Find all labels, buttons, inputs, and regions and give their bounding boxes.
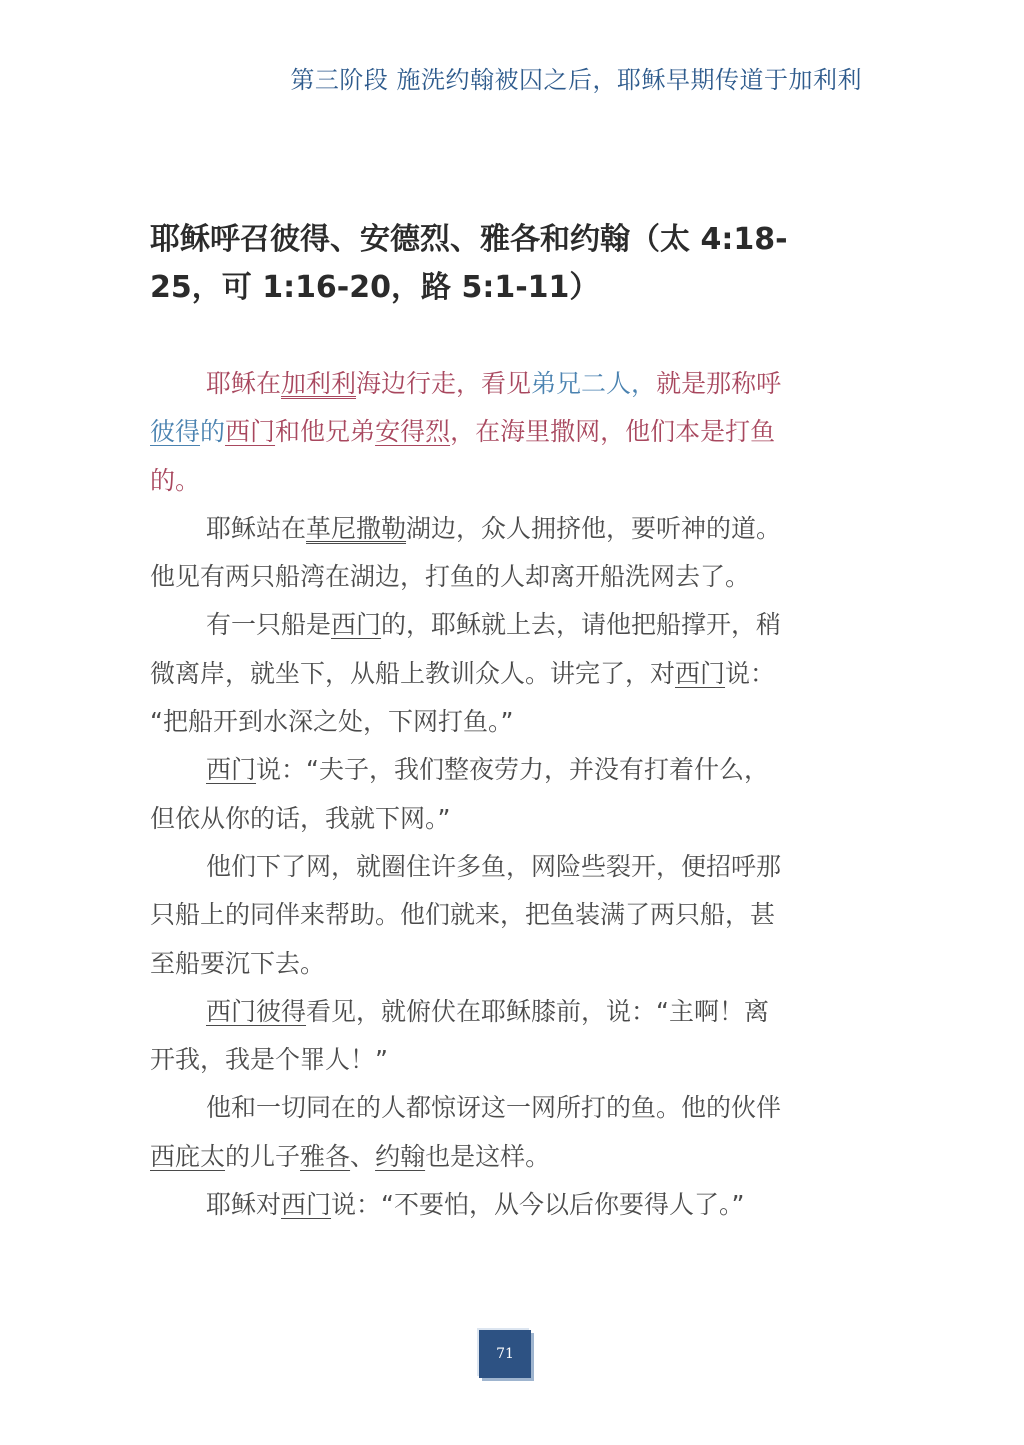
- person-name: 西门彼得: [206, 996, 307, 1026]
- text: 只船上的同伴来帮助。他们就来，把鱼装满了两只船，甚: [150, 900, 776, 930]
- text: 说：“夫子，我们整夜劳力，并没有打着什么，: [256, 755, 769, 785]
- text: 看见，就俯伏在耶稣膝前，说：“主啊！离: [306, 996, 769, 1026]
- text: 湖边，众人拥挤他，要听神的道。: [406, 513, 782, 543]
- person-name: 雅各: [300, 1141, 351, 1171]
- text: 但依从你的话，我就下网。”: [150, 803, 451, 833]
- paragraph-6: [150, 988, 862, 1085]
- text: 的: [200, 417, 226, 447]
- text: 弟兄二人，: [531, 369, 657, 398]
- running-header: 第三阶段 施洗约翰被囚之后，耶稣早期传道于加利利: [290, 66, 862, 94]
- heading-line-2: 25，可 1:16-20，路 5:1-11）: [150, 270, 600, 305]
- page-number: 71: [479, 1330, 531, 1378]
- text: “把船开到水深之处，下网打鱼。”: [150, 707, 514, 737]
- text: 开我，我是个罪人！”: [150, 1045, 388, 1075]
- text: 耶稣站在: [206, 513, 307, 543]
- text: 有一只船是: [206, 610, 332, 640]
- paragraph-1: [150, 360, 862, 505]
- person-name: 安得烈: [375, 417, 451, 447]
- person-name: 西门: [331, 610, 382, 640]
- heading-line-1: 耶稣呼召彼得、安德烈、雅各和约翰（太 4:18-: [150, 222, 788, 257]
- paragraph-4: [150, 746, 862, 843]
- text: 耶稣对: [206, 1190, 282, 1220]
- text: 、: [350, 1141, 376, 1171]
- text: 的。: [150, 465, 201, 495]
- person-name: 西庇太: [150, 1141, 226, 1171]
- body-text: [150, 360, 862, 1229]
- place-name: 革尼撒勒: [306, 513, 407, 543]
- text: 微离岸，就坐下，从船上教训众人。讲完了，对: [150, 658, 676, 688]
- person-name: 西门: [675, 658, 726, 688]
- section-heading: [150, 216, 862, 312]
- text: 耶稣在: [206, 369, 282, 398]
- text: 的儿子: [225, 1141, 301, 1171]
- text: 和他兄弟: [275, 417, 376, 447]
- text: 海边行走，看见: [356, 369, 532, 398]
- paragraph-5: [150, 843, 862, 988]
- text: 他见有两只船湾在湖边，打鱼的人却离开船洗网去了。: [150, 562, 751, 592]
- person-name: 约翰: [375, 1141, 426, 1171]
- text: 的，耶稣就上去，请他把船撑开，稍: [381, 610, 782, 640]
- text: 他们下了网，就圈住许多鱼，网险些裂开，便招呼那: [206, 851, 782, 881]
- paragraph-8: [150, 1181, 862, 1229]
- person-name: 西门: [281, 1190, 332, 1220]
- text: ，在海里撒网，他们本是打鱼: [450, 417, 776, 447]
- text: 至船要沉下去。: [150, 948, 326, 978]
- person-name: 彼得: [150, 417, 201, 447]
- paragraph-7: [150, 1084, 862, 1181]
- text: 说：: [725, 658, 776, 688]
- text: 也是这样。: [425, 1141, 551, 1171]
- paragraph-3: [150, 601, 862, 746]
- place-name: 加利利: [281, 369, 357, 398]
- paragraph-2: [150, 505, 862, 602]
- text: 他和一切同在的人都惊讶这一网所打的鱼。他的伙伴: [206, 1093, 782, 1123]
- text: 说：“不要怕，从今以后你要得人了。”: [331, 1190, 745, 1220]
- text: 就是那称呼: [656, 369, 782, 398]
- person-name: 西门: [225, 417, 276, 447]
- person-name: 西门: [206, 755, 257, 785]
